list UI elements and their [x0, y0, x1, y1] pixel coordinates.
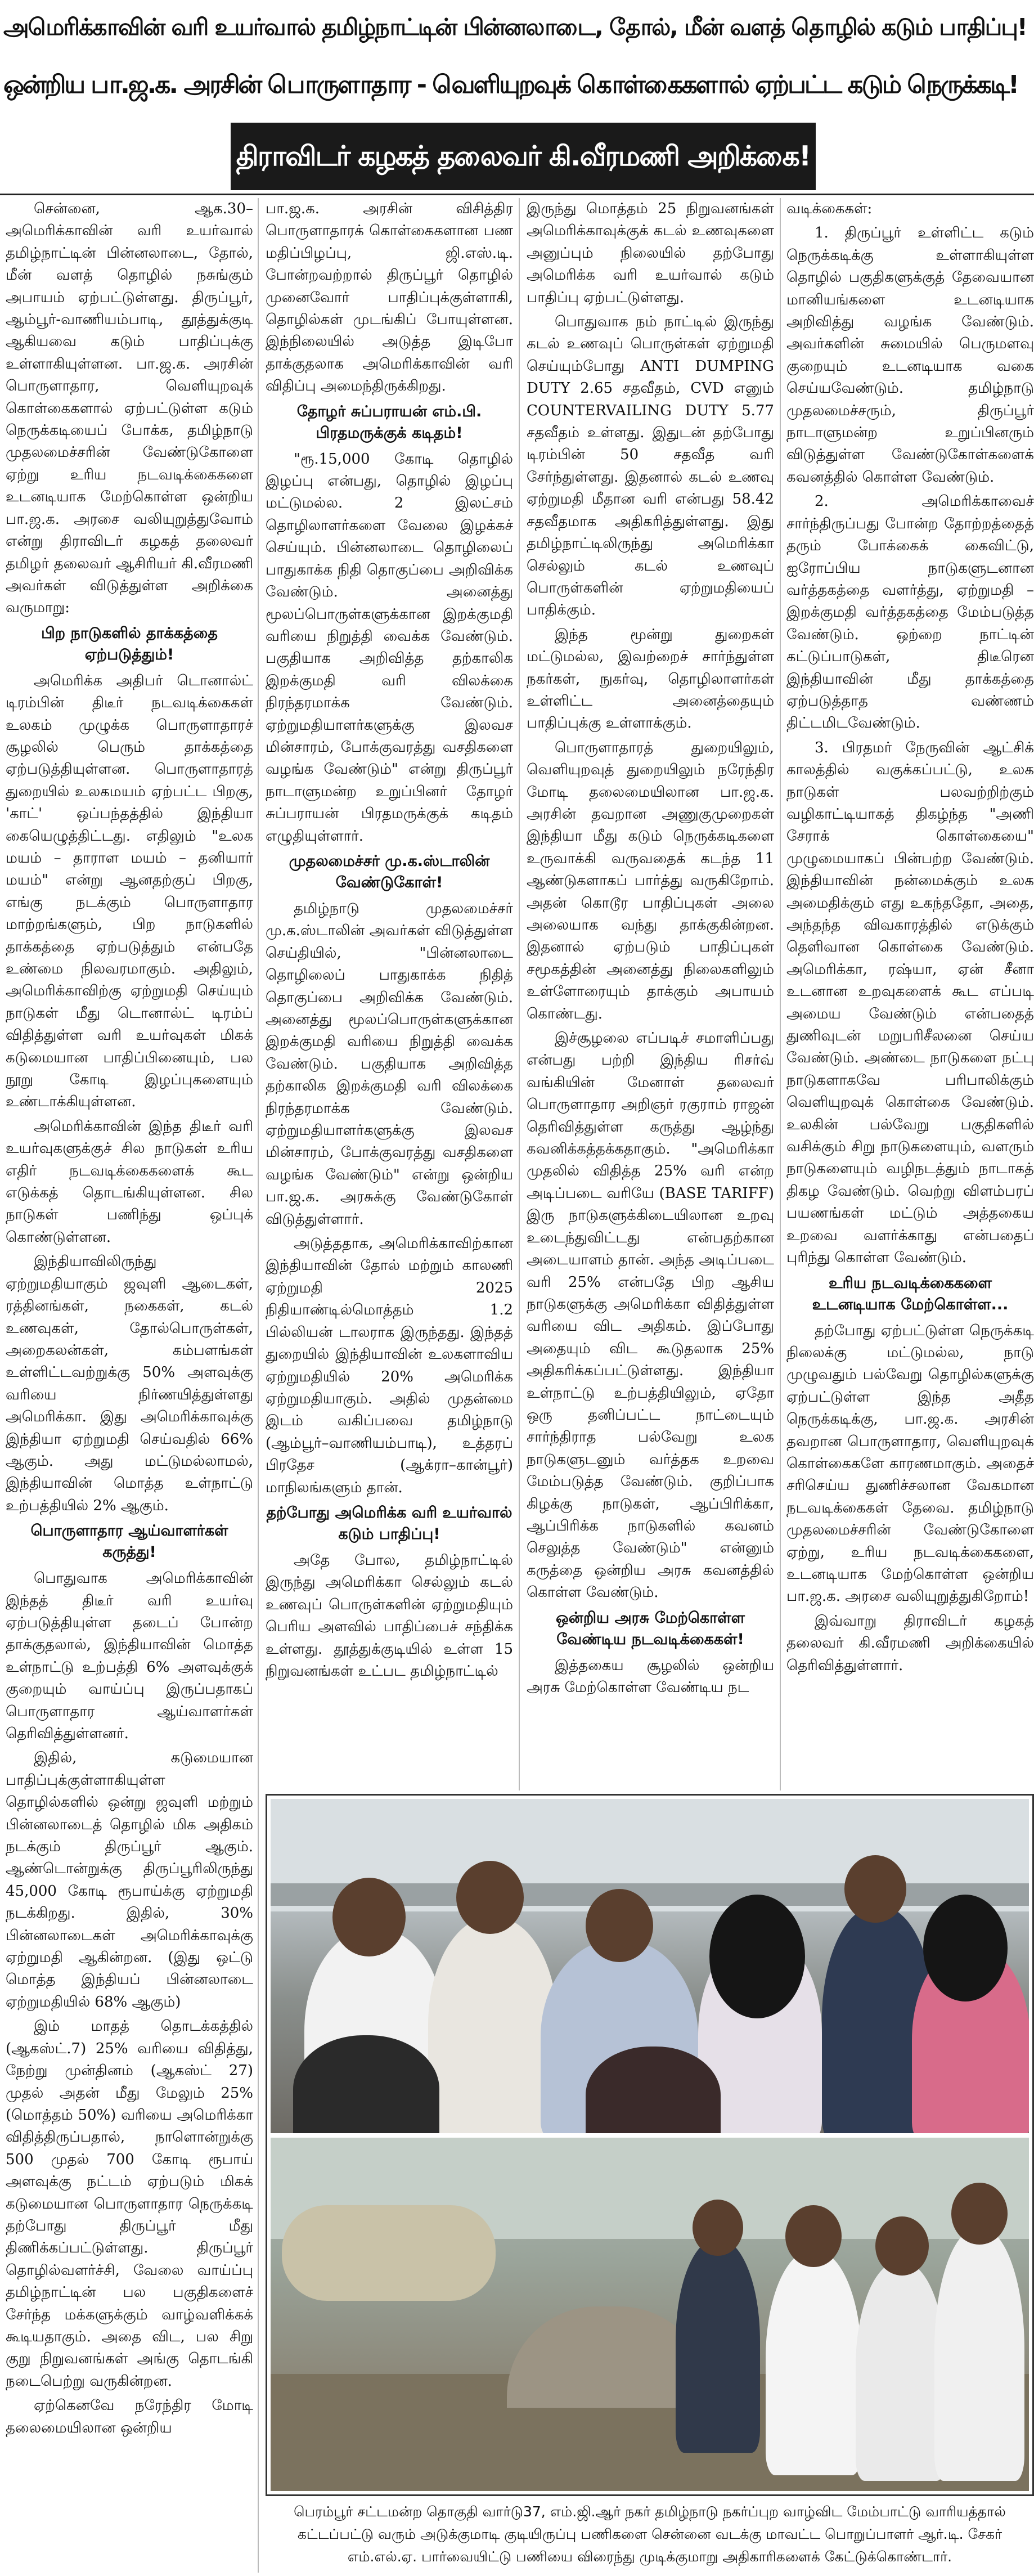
article-paragraph: இவ்வாறு திராவிடர் கழகத் தலைவர் கி.வீரமணி அறிக்கையில் தெரிவித்துள்ளார். [786, 1612, 1034, 1674]
article-paragraph: இதில், கடுமையான பாதிப்புக்குள்ளாகியுள்ள தொழில்களில் ஒன்று ஜவுளி மற்றும் பின்னலாடைத் தொழில் மிக அதிகம் நடக்கும் திருப்பூர் ஆகும். ஆண்டொன்றுக்கு திருப்பூரிலிருந்து 45,000 கோடி ரூபாய்க்கு ஏற்றுமதி நடக்கிறது. இதில், 30% பின்னலாடைகள் அமெரிக்காவுக்கு ஏற்றுமதி ஆகின்றன. (இது ஒட்டு மொத்த இந்தியப் பின்னலாடை ஏற்றுமதியில் 68% ஆகும்) [6, 1749, 253, 2010]
photo-person [856, 2261, 946, 2481]
article-column-3 [527, 198, 774, 1790]
article-paragraph: பா.ஜ.க. அரசின் விசித்திர பொருளாதாரக் கொள்கைகளான பண மதிப்பிழப்பு, ஜி.எஸ்.டி. போன்றவற்றால் திருப்பூர் தொழில் முனைவோர் பாதிப்புக்குள்ளாகி, தொழில்கள் முடங்கிப் போயுள்ளன. இந்நிலையில் அடுத்த இடிபோ தாக்குதலாக அமெரிக்காவின் வரி விதிப்பு அமைந்திருக்கிறது. [266, 200, 513, 395]
article-paragraph: அமெரிக்காவின் இந்த திடீர் வரி உயர்வுகளுக்குச் சில நாடுகள் உரிய எதிர் நடவடிக்கைகளைக் கூட எடுக்கத் தொடங்கியுள்ளன. சில நாடுகள் பணிந்து ஒப்புக் கொண்டுள்ளன. [6, 1118, 253, 1246]
header-rule [0, 194, 1034, 195]
article-paragraph: அதே போல, தமிழ்நாட்டில் இருந்து அமெரிக்கா செல்லும் கடல் உணவுப் பொருள்களின் ஏற்றுமதியும் பெரிய அளவில் பாதிப்பைச் சந்திக்க உள்ளது. தூத்துக்குடியில் உள்ள 15 நிறுவனங்கள் உட்பட தமிழ்நாட்டில் [266, 1551, 513, 1680]
photo-person-head [875, 2216, 929, 2276]
article-paragraph: இத்தகைய சூழலில் ஒன்றிய அரசு மேற்கொள்ள வேண்டிய நட [527, 1657, 774, 1696]
subheading: உரிய நடவடிக்கைகளை உடனடியாக மேற்கொள்ள... [812, 1274, 1009, 1313]
photo-person-hair [923, 1895, 1008, 2001]
article-paragraph: வடிக்கைகள்: [786, 200, 873, 217]
subheading: தற்போது அமெரிக்க வரி உயர்வால் கடும் பாதிப்பு! [266, 1504, 512, 1543]
photo-caption: பெரம்பூர் சட்டமன்ற தொகுதி வார்டு37, எம்.ஜி.ஆர் நகர் தமிழ்நாடு நகர்ப்புற வாழ்விட மேம்பாட்டு வாரியத்தால் கட்டப்பட்டு வரும் அடுக்குமாடி குடியிருப்பு பணிகளை சென்னை வடக்கு மாவட்ட பொறுப்பாளர் ஆர்.டி. சேகர் எம்.எல்.ஏ. பார்வையிட்டு பணியை விரைந்து முடிக்குமாறு அதிகாரிகளைக் கேட்டுக்கொண்டார். [294, 2503, 1006, 2565]
photo-person-head [332, 1878, 406, 1956]
photo-person-head [586, 1889, 653, 1962]
article-paragraph: 2. அமெரிக்காவைச் சார்ந்திருப்பது போன்ற தோற்றத்தைத் தரும் போக்கைக் கைவிட்டு, ஐரோப்பிய நாடுகளுடனான வர்த்தகத்தை வளர்த்து, ஏற்றுமதி – இறக்குமதி வர்த்தகத்தை மேம்படுத்த வேண்டும். ஒற்றை நாட்டின் கட்டுப்பாடுகள், திடீரென இந்தியாவின் மீது தாக்கத்தை ஏற்படுத்தாத வண்ணம் திட்டமிடவேண்டும். [786, 493, 1034, 732]
article-column-4 [786, 198, 1034, 1790]
article-paragraph: இச்சூழலை எப்படிச் சமாளிப்பது என்பது பற்றி இந்திய ரிசர்வ் வங்கியின் மேனாள் தலைவர் பொருளாதார அறிஞர் ரகுராம் ராஜன் தெரிவித்துள்ள கருத்து ஆழ்ந்து கவனிக்கத்தக்கதாகும். "அமெரிக்கா முதலில் விதித்த 25% வரி என்ற அடிப்படை வரியே (BASE TARIFF) இரு நாடுகளுக்கிடையிலான உறவு உடைந்துவிட்டது என்பதற்கான அடையாளம் தான். அந்த அடிப்படை வரி 25% என்பதே பிற ஆசிய நாடுகளுக்கு அமெரிக்கா விதித்துள்ள வரியை விட அதிகம். இப்போது அதையும் விட கூடுதலாக 25% அதிகரிக்கப்பட்டுள்ளது. இந்தியா உள்நாட்டு உற்பத்தியிலும், ஏதோ ஒரு தனிப்பட்ட நாட்டையும் சார்ந்திராத பல்வேறு உலக நாடுகளுடனும் வர்த்தக உறவை மேம்படுத்த வேண்டும். குறிப்பாக கிழக்கு நாடுகள், ஆப்பிரிக்கா, ஆப்பிரிக்க நாடுகளில் கவனம் செலுத்த வேண்டும்" என்னும் கருத்தை ஒன்றிய அரசு கவனத்தில் கொள்ள வேண்டும். [527, 1030, 774, 1601]
photo-person [586, 2047, 721, 2133]
photo-frame [266, 1794, 1034, 2496]
article-column-2 [266, 198, 513, 1790]
article-paragraph: பொருளாதாரத் துறையிலும், வெளியுறவுத் துறையிலும் நரேந்திர மோடி தலைமையிலான பா.ஜ.க. அரசின் தவறான அணுகுமுறைகள் இந்தியா மீது கடும் நெருக்கடிகளை உருவாக்கி வருவதைக் கடந்த 11 ஆண்டுகளாகப் பார்த்து வருகிறோம். அதன் கொடூர பாதிப்புகள் அலை அலையாக வந்து தாக்குகின்றன. இதனால் ஏற்படும் பாதிப்புகள் சமூகத்தின் அனைத்து நிலைகளிலும் உள்ளோரையும் தாக்கும் அபாயம் கொண்டது. [527, 739, 774, 1022]
article-paragraph: பொதுவாக அமெரிக்காவின் இந்தத் திடீர் வரி உயர்வு ஏற்படுத்தியுள்ள தடைப் போன்ற தாக்குதலால், இந்தியாவின் மொத்த உள்நாட்டு உற்பத்தி 6% அளவுக்குக் குறையும் வாய்ப்பு இருப்பதாகப் பொருளாதார ஆய்வாளர்கள் தெரிவித்துள்ளனர். [6, 1570, 253, 1742]
column-separator [258, 198, 259, 2573]
subheading: பொருளாதார ஆய்வாளர்கள் கருத்து! [30, 1522, 228, 1561]
photo-person-hair [709, 1895, 805, 2018]
article-paragraph: அடுத்ததாக, அமெரிக்காவிற்கான இந்தியாவின் தோல் மற்றும் காலணி ஏற்றுமதி 2025 நிதியாண்டில்மொத்தம் 1.2 பில்லியன் டாலராக இருந்தது. இந்தத் துறையில் இந்தியாவின் உலகளாவிய ஏற்றுமதியில் 20% அமெரிக்க ஏற்றுமதியாகும். அதில் முதன்மை இடம் வகிப்பவை தமிழ்நாடு (ஆம்பூர்–வாணியம்பாடி), உத்தரப் பிரதேச (ஆக்ரா–கான்பூர்) மாநிலங்களும் தான். [266, 1235, 513, 1496]
column-separator [780, 198, 781, 1790]
subheading: ஒன்றிய அரசு மேற்கொள்ள வேண்டிய நடவடிக்கைகள்! [556, 1609, 745, 1648]
photo-water-tank [282, 2205, 496, 2301]
article-paragraph: தமிழ்நாடு முதலமைச்சர் மு.க.ஸ்டாலின் அவர்கள் விடுத்துள்ள செய்தியில், "பின்னலாடை தொழிலைப் பாதுகாக்க நிதித் தொகுப்பை அறிவிக்க வேண்டும். அனைத்து மூலப்பொருள்களுக்கான இறக்குமதி வரியை நிறுத்தி வைக்க வேண்டும். பகுதியாக அறிவித்த தற்காலிக இறக்குமதி வரி விலக்கை நிரந்தரமாக்க வேண்டும். ஏற்றுமதியாளர்களுக்கு இலவச மின்சாரம், போக்குவரத்து வசதிகளை வழங்க வேண்டும்" என்று ஒன்றிய பா.ஜ.க. அரசுக்கு வேண்டுகோள் விடுத்துள்ளார். [266, 900, 513, 1228]
article-paragraph: இம் மாதத் தொடக்கத்தில் (ஆகஸ்ட்.7) 25% வரியை விதித்து, நேற்று முன்தினம் (ஆகஸ்ட் 27) முதல் அதன் மீது மேலும் 25% (மொத்தம் 50%) வரியை அமெரிக்கா விதித்திருப்பதால், நாளொன்றுக்கு 500 முதல் 700 கோடி ரூபாய் அளவுக்கு நட்டம் ஏற்படும் மிகக் கடுமையான பொருளாதார நெருக்கடி தற்போது திருப்பூர் மீது திணிக்கப்பட்டுள்ளது. திருப்பூர் தொழில்வளர்ச்சி, வேலை வாய்ப்பு தமிழ்நாட்டின் பல பகுதிகளைச் சேர்ந்த மக்களுக்கும் வாழ்வளிக்கக் கூடியதாகும். அதை விட, பல சிறு குறு நிறுவனங்கள் அங்கு தொடங்கி நடைபெற்று வருகின்றன. [6, 2018, 253, 2390]
photo-person-head [844, 1855, 906, 1923]
subheading: முதலமைச்சர் மு.க.ஸ்டாலின் வேண்டுகோள்! [289, 852, 490, 891]
headline-main: ஒன்றிய பா.ஜ.க. அரசின் பொருளாதார - வெளியுறவுக் கொள்கைகளால் ஏற்பட்ட கடும் நெருக்கடி! [3, 70, 1018, 99]
article-paragraph: 3. பிரதமர் நேருவின் ஆட்சிக் காலத்தில் வகுக்கப்பட்டு, உலக நாடுகள் பலவற்றிற்கும் வழிகாட்டியாகத் திகழ்ந்த "அணி சேராக் கொள்கையை" முழுமையாகப் பின்பற்ற வேண்டும். இந்தியாவின் நன்மைக்கும் உலக அமைதிக்கும் எது உகந்ததோ, அதை, அந்தந்த விவகாரத்தில் எடுக்கும் தெளிவான கொள்கை வேண்டும். அமெரிக்கா, ரஷ்யா, ஏன் சீனா உடனான உறவுகளைக் கூட எப்படி அமைய வேண்டும் என்பதைத் துணிவுடன் மறுபரிசீலனை செய்ய வேண்டும். அண்டை நாடுகளை நட்பு நாடுகளாகவே பரிபாலிக்கும் வெளியுறவுக் கொள்கை வேண்டும். உலகின் பல்வேறு பகுதிகளில் வசிக்கும் சிறு நாடுகளையும், வளரும் நாடுகளையும் வழிநடத்தும் நாடாகத் திகழ வேண்டும். வெற்று விளம்பரப் பயணங்கள் மட்டும் அத்தகைய உறவை வளர்க்காது என்பதைப் புரிந்து கொள்ள வேண்டும். [786, 739, 1034, 1267]
photo-person [934, 2228, 1024, 2481]
photo-person [293, 2035, 439, 2133]
photo-person-head [951, 2183, 1008, 2245]
column-separator [519, 198, 520, 1790]
article-paragraph: சென்னை, ஆக.30– அமெரிக்காவின் வரி உயர்வால் தமிழ்நாட்டின் பின்னலாடை, தோல், மீன் வளத் தொழில் நசுங்கும் அபாயம் ஏற்பட்டுள்ளது. திருப்பூர், ஆம்பூர்-வாணியம்பாடி, தூத்துக்குடி ஆகியவை கடும் பாதிப்புக்கு உள்ளாகியுள்ளன. பா.ஜ.க. அரசின் பொருளாதார, வெளியுறவுக் கொள்கைகளால் ஏற்பட்டுள்ள கடும் நெருக்கடியைப் போக்க, தமிழ்நாடு முதலமைச்சரின் வேண்டுகோளை ஏற்று உரிய நடவடிக்கைகளை உடனடியாக மேற்கொள்ள ஒன்றிய பா.ஜ.க. அரசை வலியுறுத்துவோம் என்று திராவிடர் கழகத் தலைவர் தமிழர் தலைவர் ஆசிரியர் கி.வீரமணி அவர்கள் விடுத்துள்ள அறிக்கை வருமாறு: [6, 200, 253, 617]
article-paragraph: 1. திருப்பூர் உள்ளிட்ட கடும் நெருக்கடிக்கு உள்ளாகியுள்ள தொழில் பகுதிகளுக்குத் தேவையான மானியங்களை உடனடியாக அறிவித்து வழங்க வேண்டும். அவர்களின் சுமையில் பெருமளவு குறையும் உடனடியாக வகை செய்யவேண்டும். தமிழ்நாடு முதலமைச்சரும், திருப்பூர் நாடாளுமன்ற உறுப்பினரும் விடுத்துள்ள வேண்டுகோள்களைக் கவனத்தில் கொள்ள வேண்டும். [786, 225, 1034, 486]
article-paragraph: தற்போது ஏற்பட்டுள்ள நெருக்கடி நிலைக்கு மட்டுமல்ல, நாடு முழுவதும் பல்வேறு தொழில்களுக்கு ஏற்பட்டுள்ள இந்த அதீத நெருக்கடிக்கு, பா.ஜ.க. அரசின் தவறான பொருளாதார, வெளியுறவுக் கொள்கைகளே காரணமாகும். அதைச் சரிசெய்ய துணிச்சலான வேகமான நடவடிக்கைகள் தேவை. தமிழ்நாடு முதலமைச்சரின் வேண்டுகோளை ஏற்று, உரிய நடவடிக்கைகளை, உடனடியாக மேற்கொள்ள ஒன்றிய பா.ஜ.க. அரசை வலியுறுத்துகிறோம்! [786, 1322, 1034, 1605]
article-paragraph: பொதுவாக நம் நாட்டில் இருந்து கடல் உணவுப் பொருள்கள் ஏற்றுமதி செய்யும்போது ANTI DUMPING DUTY 2.65 சதவீதம், CVD எனும் COUNTERVAILING DUTY 5.77 சதவீதம் உள்ளது. இதுடன் தற்போது டிரம்பின் 50 சதவீத வரி சேர்ந்துள்ளது. இதனால் கடல் உணவு ஏற்றுமதி மீதான வரி என்பது 58.42 சதவீதமாக அதிகரித்துள்ளது. இது தமிழ்நாட்டிலிருந்து அமெரிக்கா செல்லும் கடல் உணவுப் பொருள்களின் ஏற்றுமதியைப் பாதிக்கும். [527, 313, 774, 619]
subheading: பிற நாடுகளில் தாக்கத்தை ஏற்படுத்தும்! [41, 624, 218, 663]
article-paragraph: இந்த மூன்று துறைகள் மட்டுமல்ல, இவற்றைச் சார்ந்துள்ள நகர்கள், நுகர்வு, தொழிலாளர்கள் உள்ளிட்ட அனைத்தையும் பாதிப்புக்கு உள்ளாக்கும். [527, 626, 774, 732]
photo-person-head [693, 2200, 743, 2256]
article-paragraph: ஏற்கெனவே நரேந்திர மோடி தலைமையிலான ஒன்றிய [6, 2397, 253, 2436]
photo-person-head [785, 2205, 842, 2267]
photo-person-head [456, 1861, 524, 1934]
subheading: தோழர் சுப்பராயன் எம்.பி. பிரதமருக்குக் கடிதம்! [296, 402, 482, 442]
article-column-1 [6, 198, 253, 2573]
photo-site-inspection-bottom [271, 2138, 1029, 2491]
article-paragraph: "ரூ.15,000 கோடி தொழில் இழப்பு என்பது, தொழில் இழப்பு மட்டுமல்ல. 2 இலட்சம் தொழிலாளர்களை வேலை இழக்கச் செய்யும். பின்னலாடை தொழிலைப் பாதுகாக்க நிதி தொகுப்பை அறிவிக்க வேண்டும். அனைத்து மூலப்பொருள்களுக்கான இறக்குமதி வரியை நிறுத்தி வைக்க வேண்டும். பகுதியாக அறிவித்த தற்காலிக இறக்குமதி வரி விலக்கை நிரந்தரமாக்க வேண்டும். ஏற்றுமதியாளர்களுக்கு இலவச மின்சாரம், போக்குவரத்து வசதிகளை வழங்க வேண்டும்" என்று திருப்பூர் நாடாளுமன்ற உறுப்பினர் தோழர் சுப்பராயன் பிரதமருக்குக் கடிதம் எழுதியுள்ளார். [266, 450, 513, 845]
article-paragraph: இந்தியாவிலிருந்து ஏற்றுமதியாகும் ஜவுளி ஆடைகள், ரத்தினங்கள், நகைகள், கடல் உணவுகள், தோல்பொருள்கள், அறைகலன்கள், கம்பளங்கள் உள்ளிட்டவற்றுக்கு 50% அளவுக்கு வரியை நிர்ணயித்துள்ளது அமெரிக்கா. இது அமெரிக்காவுக்கு இந்தியா ஏற்றுமதி செய்வதில் 66% ஆகும். அது மட்டுமல்லாமல், இந்தியாவின் மொத்த உள்நாட்டு உற்பத்தியில் 2% ஆகும். [6, 1253, 253, 1514]
headline-top: அமெரிக்காவின் வரி உயர்வால் தமிழ்நாட்டின் பின்னலாடை, தோல், மீன் வளத் தொழில் கடும் பாதிப்பு! [3, 14, 1027, 41]
headline-banner: திராவிடர் கழகத் தலைவர் கி.வீரமணி அறிக்கை! [231, 123, 816, 190]
article-paragraph: அமெரிக்க அதிபர் டொனால்ட் டிரம்பின் திடீர் நடவடிக்கைகள் உலகம் முழுக்க பொருளாதாரச் சூழலில் பெரும் தாக்கத்தை ஏற்படுத்தியுள்ளன. பொருளாதாரத் துறையில் உலகமயம் ஏற்பட்ட பிறகு, 'காட்' ஒப்பந்தத்தில் இந்தியா கையெழுத்திட்டது. எதிலும் "உலக மயம் – தாராள மயம் – தனியார் மயம்" என்று ஆனதற்குப் பிறகு, எங்கு நடக்கும் பொருளாதார மாற்றங்களும், பிற நாடுகளில் தாக்கத்தை ஏற்படுத்தும் என்பதே உண்மை நிலவரமாகும். அதிலும், அமெரிக்காவிற்கு ஏற்றுமதி செய்யும் நாடுகள் மீது டொனால்ட் டிரம்ப் விதித்துள்ள வரி உயர்வுகள் மிகக் கடுமையான பாதிப்பினையும், பல நூறு கோடி இழப்புகளையும் உண்டாக்கியுள்ளன. [6, 672, 253, 1111]
photo-person [676, 2239, 760, 2453]
photo-site-inspection-top [271, 1799, 1029, 2133]
photo-person [766, 2250, 861, 2475]
photo-person [428, 1917, 558, 2133]
article-paragraph: இருந்து மொத்தம் 25 நிறுவனங்கள் அமெரிக்காவுக்குக் கடல் உணவுகளை அனுப்பும் நிலையில் தற்போது அமெரிக்க வரி உயர்வால் கடும் பாதிப்பு ஏற்பட்டுள்ளது. [527, 200, 774, 306]
